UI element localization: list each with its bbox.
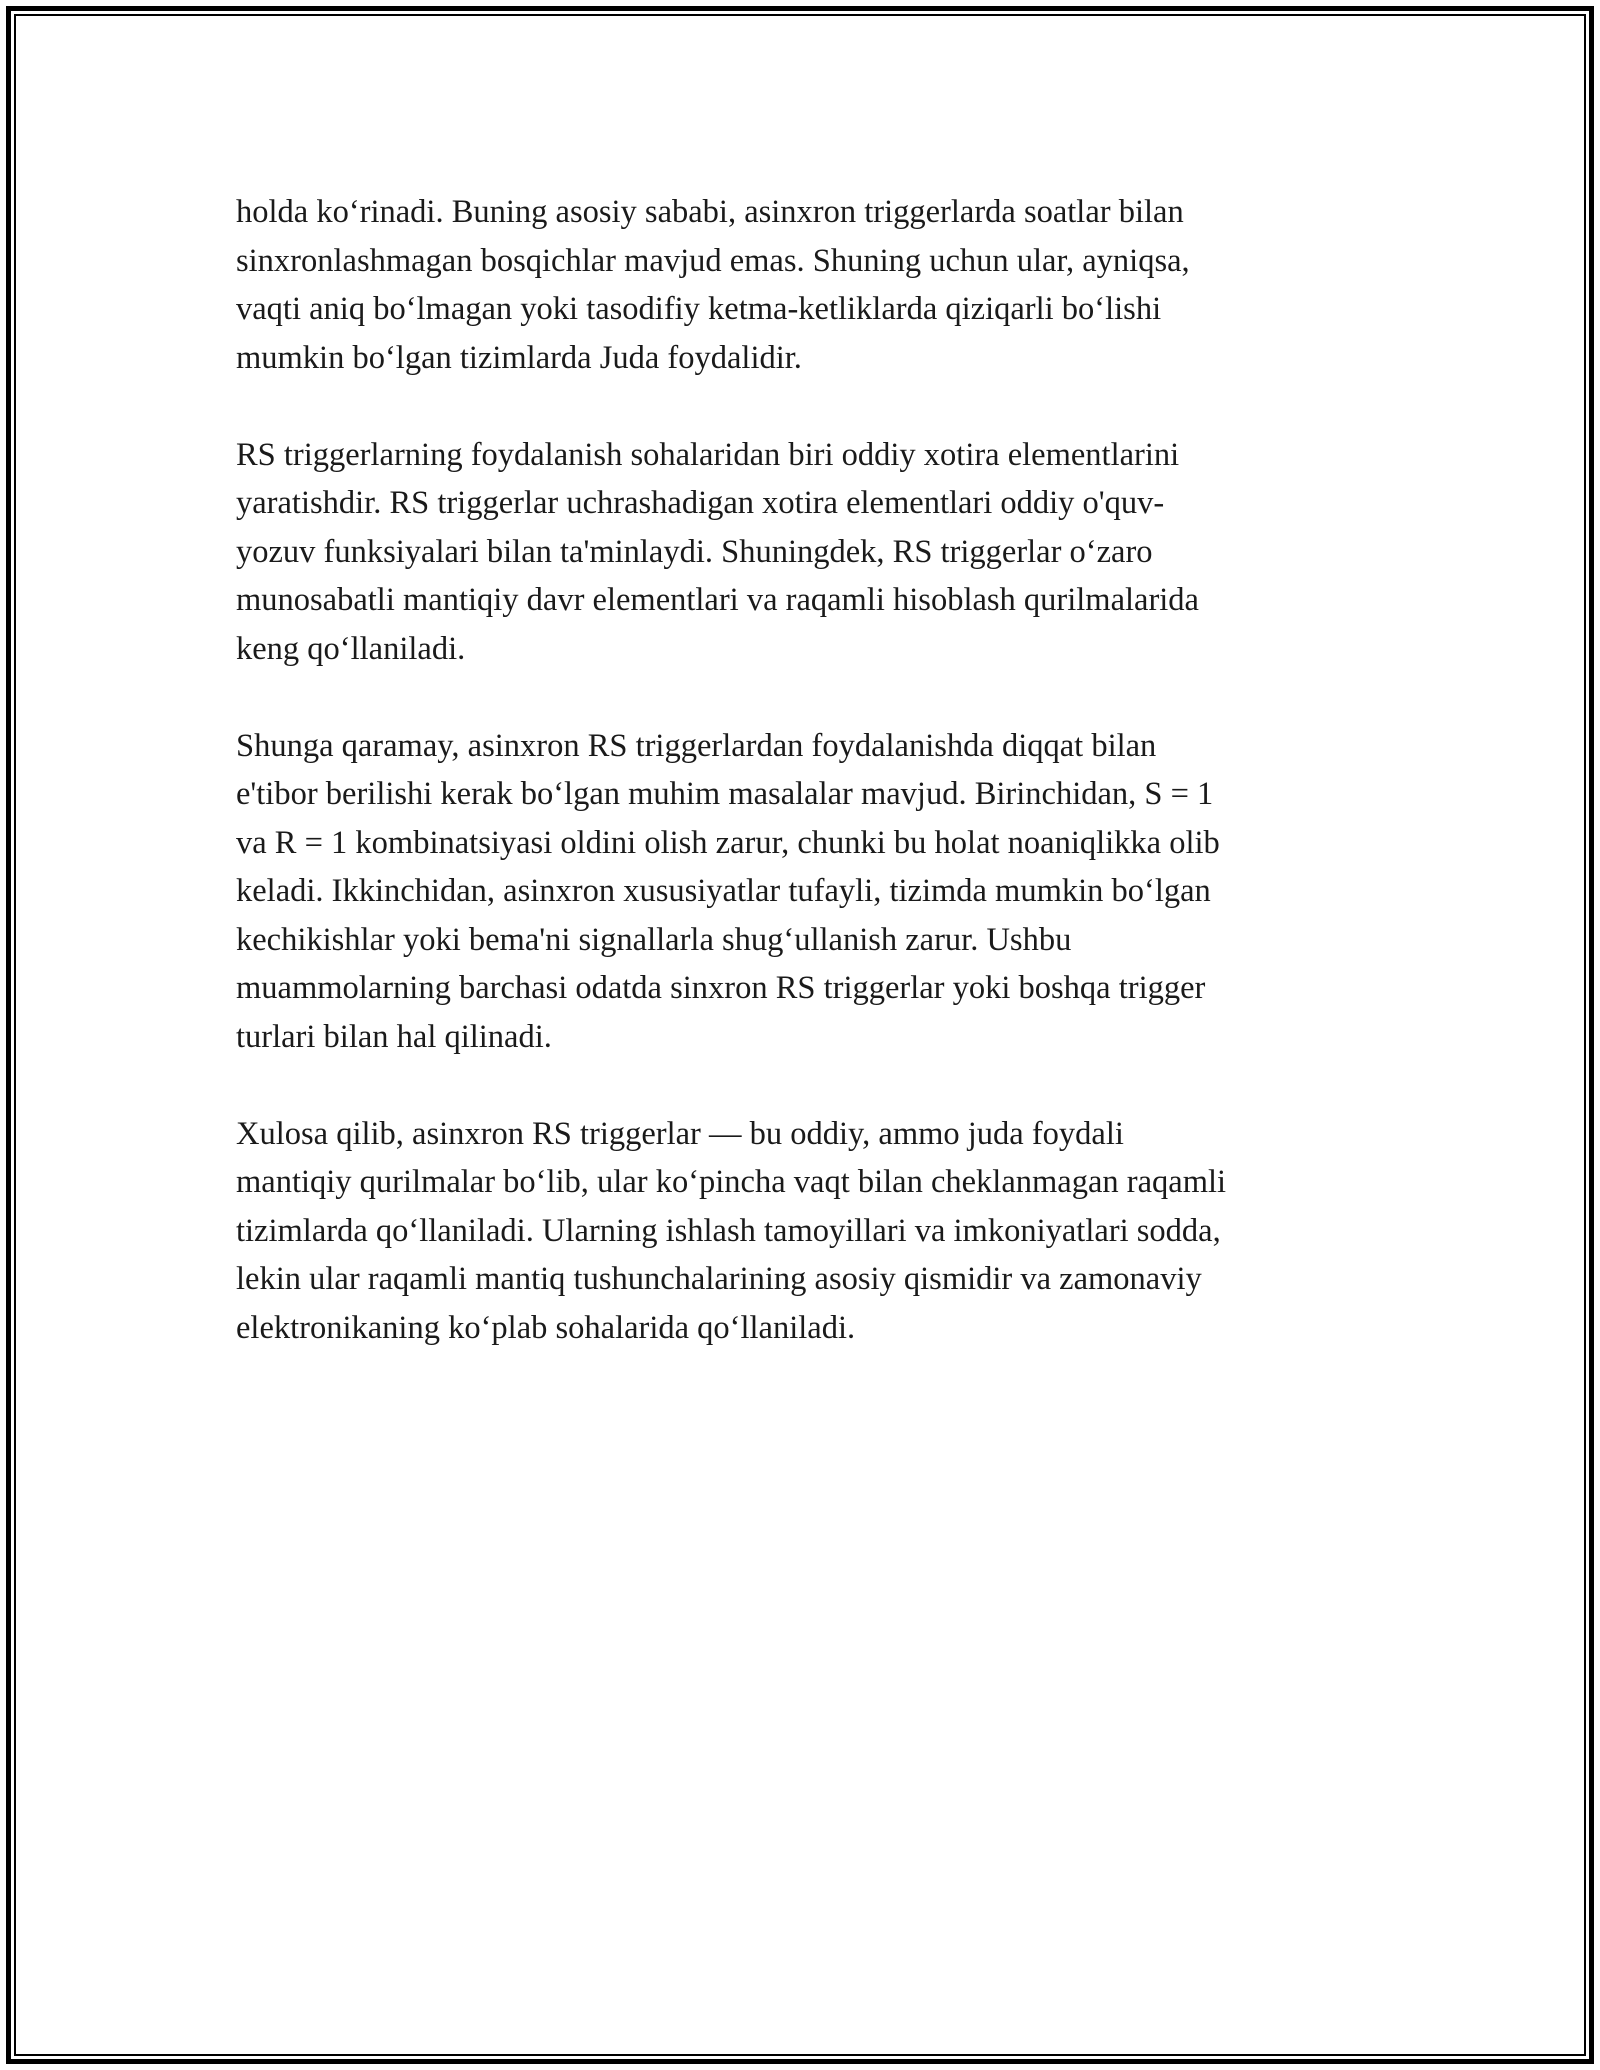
paragraph-conclusion: Xulosa qilib, asinxron RS triggerlar — bu oddiy, ammo juda foydali mantiqiy qurilmalar bo‘lib, ular ko‘pincha vaqt bilan cheklanmagan raqamli tizimlarda qo‘llaniladi. Ularning ishlash tamoyillari va imkoniyatlari sodda, lekin ular raqamli mantiq tushunchalarining asosiy qismidir va zamonaviy elektronikaning ko‘plab sohalarida qo‘llaniladi. (236, 1115, 1227, 1346)
document-body (236, 188, 1366, 1401)
paragraph-applications: RS triggerlarning foydalanish sohalaridan biri oddiy xotira elementlarini yaratishdir. RS triggerlar uchrashadigan xotira elementlari oddiy o'quv- yozuv funksiyalari bilan ta'minlaydi. Shuningdek, RS triggerlar o‘zaro munosabatli mantiqiy davr elementlari va raqamli hisoblash qurilmalarida keng qo‘llaniladi. (236, 436, 1199, 667)
paragraph-continuation: holda ko‘rinadi. Buning asosiy sababi, asinxron triggerlarda soatlar bilan sinxronlashmagan bosqichlar mavjud emas. Shuning uchun ular, ayniqsa, vaqti aniq bo‘lmagan yoki tasodifiy ketma-ketliklarda qiziqarli bo‘lishi mumkin bo‘lgan tizimlarda Juda foydalidir. (236, 194, 1190, 376)
paragraph-issues: Shunga qaramay, asinxron RS triggerlardan foydalanishda diqqat bilan e'tibor berilishi kerak bo‘lgan muhim masalalar mavjud. Birinchidan, S = 1 va R = 1 kombinatsiyasi oldini olish zarur, chunki bu holat noaniqlikka olib keladi. Ikkinchidan, asinxron xususiyatlar tufayli, tizimda mumkin bo‘lgan kechikishlar yoki bema'ni signallarla shug‘ullanish zarur. Ushbu muammolarning barchasi odatda sinxron RS triggerlar yoki boshqa trigger turlari bilan hal qilinadi. (236, 727, 1220, 1055)
